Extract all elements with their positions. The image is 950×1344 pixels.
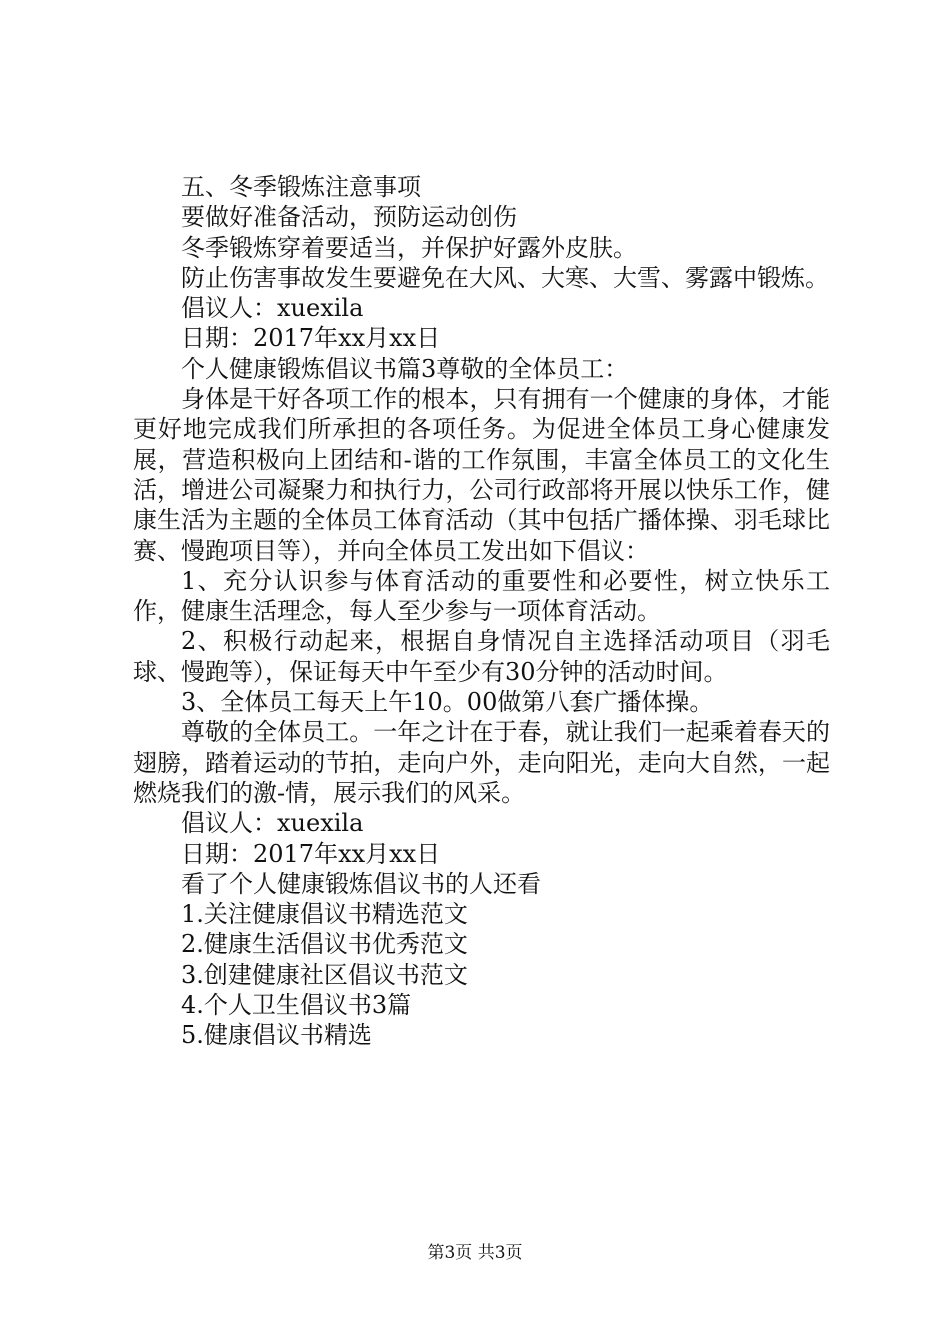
paragraph-avoid-weather: 防止伤害事故发生要避免在大风、大寒、大雪、雾露中锻炼。 [181,263,829,292]
date-line-2: 日期：2017年xx月xx日 [181,839,441,868]
related-link-2[interactable]: 2.健康生活倡议书优秀范文 [181,930,468,959]
related-link-5[interactable]: 5.健康倡议书精选 [181,1021,372,1050]
related-link-1[interactable]: 1.关注健康倡议书精选范文 [181,900,468,929]
proposer-line: 倡议人：xuexila [181,294,364,323]
section-title-proposal-3: 个人健康锻炼倡议书篇3尊敬的全体员工： [181,354,629,383]
proposal-item-3: 3、全体员工每天上午10。00做第八套广播体操。 [181,688,714,717]
paragraph-intro: 身体是干好各项工作的根本，只有拥有一个健康的身体，才能更好地完成我们所承担的各项任务。为促进全体员工身心健康发展，营造积极向上团结和-谐的工作氛围，丰富全体员工的文化生活，增进公司凝聚力和执行力，公司行政部将开展以快乐工作，健康生活为主题的全体员工体育活动（其中包括广播体操、羽毛球比赛、慢跑项目等），并向全体员工发出如下倡议： [133,385,830,565]
paragraph-clothing: 冬季锻炼穿着要适当，并保护好露外皮肤。 [181,233,637,262]
date-line: 日期：2017年xx月xx日 [181,324,441,353]
related-link-3[interactable]: 3.创建健康社区倡议书范文 [181,960,468,989]
proposer-line-2: 倡议人：xuexila [181,809,364,838]
proposal-item-2: 2、积极行动起来，根据自身情况自主选择活动项目（羽毛球、慢跑等），保证每天中午至少有30分钟的活动时间。 [133,627,830,686]
proposal-item-1: 1、充分认识参与体育活动的重要性和必要性，树立快乐工作，健康生活理念，每人至少参与一项体育活动。 [133,566,830,626]
page-number-footer: 第3页 共3页 [427,1243,523,1263]
related-heading: 看了个人健康锻炼倡议书的人还看 [181,869,541,898]
document-body [133,172,830,1051]
paragraph-closing: 尊敬的全体员工。一年之计在于春，就让我们一起乘着春天的翅膀，踏着运动的节拍，走向户外，走向阳光，走向大自然，一起燃烧我们的激-情，展示我们的风采。 [133,718,830,807]
section-heading-winter-notes: 五、冬季锻炼注意事项 [181,173,421,201]
paragraph-warmup: 要做好准备活动，预防运动创伤 [181,203,517,232]
related-link-4[interactable]: 4.个人卫生倡议书3篇 [181,991,412,1020]
